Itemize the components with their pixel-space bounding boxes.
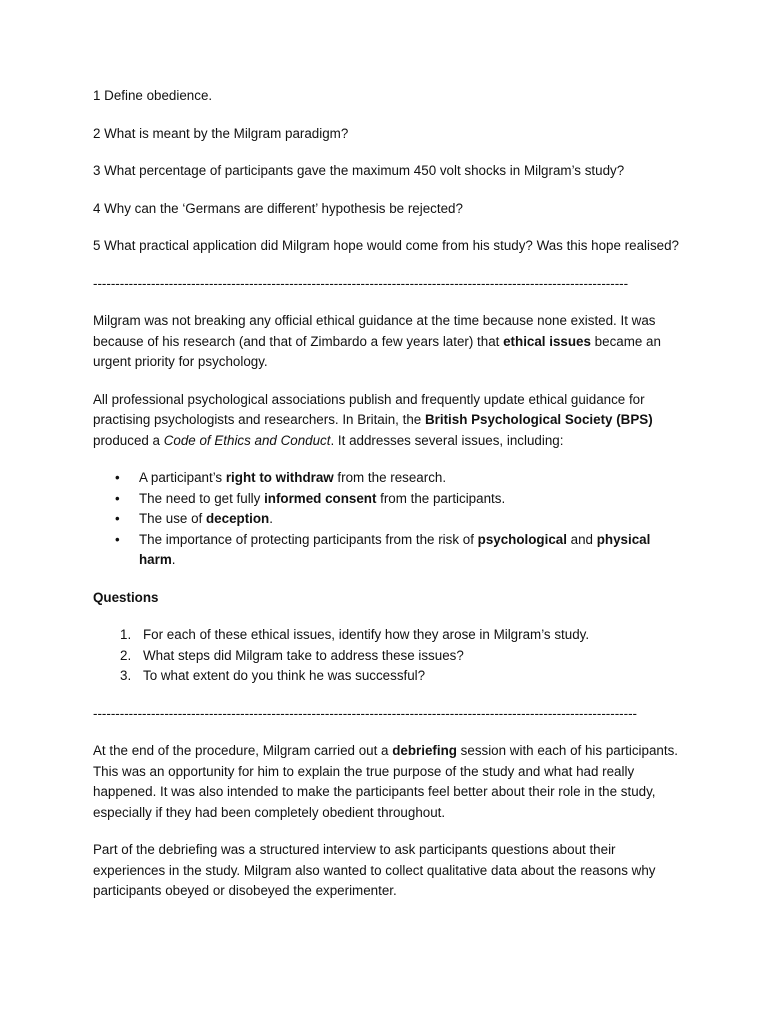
list-item bbox=[93, 489, 683, 510]
list-item bbox=[93, 509, 683, 530]
bullet-text: The use of bbox=[139, 511, 206, 526]
para3-text-c: session with each of his participants. This was an opportunity for him to explain the true purpose of the study and what had really happened. It was also intended to make the participants feel better about their role in the study, especially if they had been completely obedient throughout. bbox=[93, 743, 679, 820]
question-2: 2 What is meant by the Milgram paradigm? bbox=[93, 125, 349, 141]
questions-list bbox=[93, 625, 683, 687]
list-text: To what extent do you think he was successful? bbox=[143, 668, 426, 683]
bullet-text: and bbox=[566, 531, 597, 547]
bullet-text: . bbox=[269, 511, 273, 526]
para1-text-c: became an urgent priority for psychology. bbox=[93, 333, 661, 369]
document-page bbox=[93, 86, 683, 919]
para2-italic-code: Code of Ethics and Conduct bbox=[163, 432, 331, 448]
bullet-text: from the participants. bbox=[376, 490, 506, 506]
bullet-text: The importance of protecting participants from the risk of bbox=[139, 531, 478, 547]
list-item bbox=[93, 468, 683, 489]
list-item bbox=[93, 530, 683, 571]
list-number: 2. bbox=[120, 647, 132, 663]
bullet-bold: deception bbox=[206, 511, 270, 526]
para1-bold-ethical-issues: ethical issues bbox=[503, 333, 591, 349]
bullet-text: . bbox=[171, 552, 176, 567]
list-text: What steps did Milgram take to address these issues? bbox=[143, 647, 464, 663]
para3-text-a: At the end of the procedure, Milgram carried out a bbox=[93, 743, 393, 758]
list-item bbox=[93, 666, 683, 687]
dashed-divider-2: -------------------------------------------------------------------------------------------------------------------------- bbox=[93, 705, 638, 721]
questions-heading: Questions bbox=[93, 589, 159, 605]
list-item bbox=[93, 625, 683, 646]
paragraph-bps bbox=[93, 390, 683, 452]
bullet-text: A participant’s bbox=[139, 470, 226, 485]
para2-bold-bps: British Psychological Society (BPS) bbox=[424, 412, 653, 427]
para1-text-a: Milgram was not breaking any official ethical guidance at the time because none existed. It was because of his research (and that of Zimbardo a few years later) that bbox=[93, 313, 656, 349]
list-number: 3. bbox=[120, 668, 132, 683]
ethical-issues-list bbox=[93, 468, 683, 571]
list-text: For each of these ethical issues, identify how they arose in Milgram’s study. bbox=[143, 627, 590, 642]
dashed-divider-1: ------------------------------------------------------------------------------------------------------------------------ bbox=[93, 275, 629, 291]
para2-text-e: . It addresses several issues, including: bbox=[330, 432, 564, 448]
paragraph-interview: Part of the debriefing was a structured interview to ask participants questions about their experiences in the study. Milgram also wanted to collect qualitative data about the reasons why participants obeyed or disobeyed the experimenter. bbox=[93, 842, 656, 898]
question-5: 5 What practical application did Milgram hope would come from his study? Was this hope realised? bbox=[93, 238, 679, 253]
para2-text-a: All professional psychological associations publish and frequently update ethical guidance for practising psychologists and researchers. In Britain, the bbox=[93, 391, 645, 427]
para3-bold-debriefing: debriefing bbox=[392, 743, 457, 758]
list-item bbox=[93, 646, 683, 667]
paragraph-ethical-context bbox=[93, 311, 683, 373]
bullet-text: from the research. bbox=[333, 470, 447, 485]
bullet-bold: right to withdraw bbox=[225, 470, 334, 485]
paragraph-debriefing bbox=[93, 741, 683, 823]
bullet-bold: informed consent bbox=[264, 490, 377, 506]
bullet-bold: physical harm bbox=[139, 531, 651, 567]
para2-text-c: produced a bbox=[93, 432, 164, 448]
question-3: 3 What percentage of participants gave the maximum 450 volt shocks in Milgram’s study? bbox=[93, 163, 625, 178]
question-4: 4 Why can the ‘Germans are different’ hypothesis be rejected? bbox=[93, 200, 463, 216]
list-number: 1. bbox=[120, 627, 132, 642]
bullet-bold: psychological bbox=[477, 531, 567, 547]
question-1: 1 Define obedience. bbox=[93, 88, 213, 103]
bullet-text: The need to get fully bbox=[139, 490, 265, 506]
